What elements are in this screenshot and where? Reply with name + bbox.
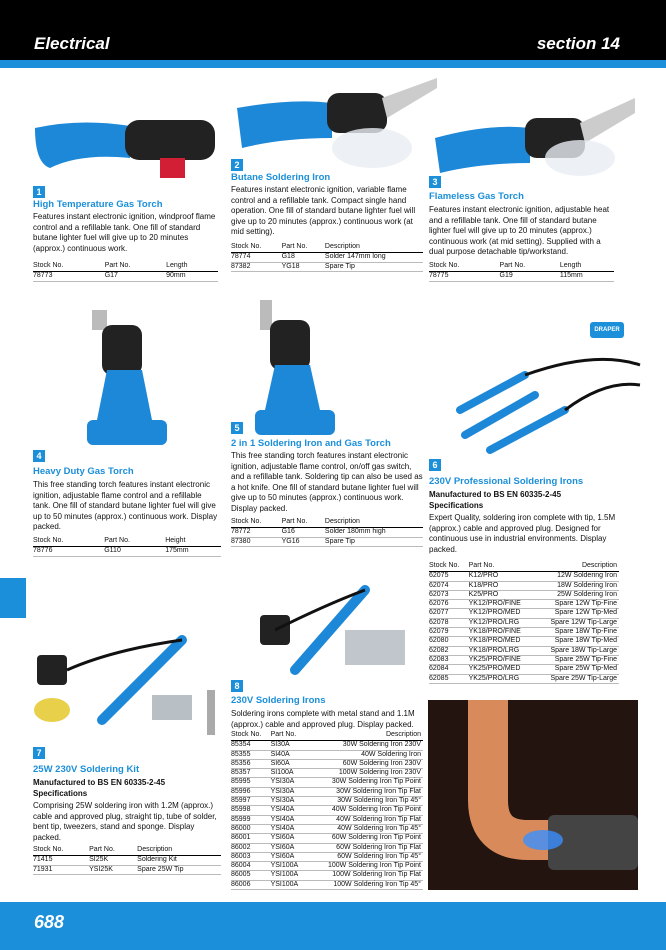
table-cell: Spare 18W Tip-Med bbox=[535, 637, 619, 646]
table-cell: 78773 bbox=[33, 272, 105, 281]
table-row bbox=[429, 665, 619, 674]
product-table bbox=[231, 243, 423, 272]
product-table bbox=[33, 846, 221, 875]
column-header: Part No. bbox=[500, 262, 560, 272]
specifications-heading: Specifications bbox=[33, 789, 88, 798]
column-header: Description bbox=[325, 243, 423, 253]
column-header: Description bbox=[325, 518, 423, 528]
table-cell: SI40A bbox=[271, 750, 307, 759]
table-cell: 25W Soldering Iron bbox=[535, 590, 619, 599]
table-cell: K25/PRO bbox=[469, 590, 535, 599]
table-cell: Spare 18W Tip-Large bbox=[535, 646, 619, 655]
table-row bbox=[33, 547, 221, 556]
product-description: Features instant electronic ignition, adjustable heat and a refillable tank. One fill of standard butane lighter fuel will give up to 20 minutes (approx.) continuous work (at mid setting). Supplied with a dual purpose detachable tip/workstand. bbox=[429, 205, 610, 256]
table-cell: Spare Tip bbox=[325, 537, 423, 546]
table-cell: 71415 bbox=[33, 856, 89, 865]
product-description: Features instant electronic ignition, variable flame control and a refillable tank. Compact single hand operation. One fill of standard butane lighter fuel will give up to 20 minutes (approx.) continuous work (at mid setting). bbox=[231, 185, 416, 236]
table-cell: Spare 12W Tip-Med bbox=[535, 609, 619, 618]
table-cell: G16 bbox=[282, 528, 325, 537]
table-cell: 85998 bbox=[231, 806, 271, 815]
product-title: Flameless Gas Torch bbox=[429, 191, 524, 202]
table-cell: 62080 bbox=[429, 637, 469, 646]
column-header: Part No. bbox=[104, 537, 165, 547]
table-row bbox=[429, 655, 619, 664]
table-cell: YSI60A bbox=[271, 843, 307, 852]
product-title: 230V Soldering Irons bbox=[231, 695, 326, 706]
table-cell: 78776 bbox=[33, 547, 104, 556]
chapter-title: Electrical bbox=[34, 34, 110, 53]
table-cell: YSI30A bbox=[271, 787, 307, 796]
table-cell: YK12/PRO/LRG bbox=[469, 618, 535, 627]
table-cell: Spare 12W Tip-Large bbox=[535, 618, 619, 627]
product-number: 3 bbox=[429, 176, 441, 188]
pro-irons-image bbox=[455, 350, 645, 450]
column-header: Description bbox=[137, 846, 221, 856]
table-row bbox=[429, 572, 619, 581]
standard-note: Manufactured to BS EN 60335-2-45 bbox=[33, 778, 166, 787]
table-row bbox=[33, 272, 218, 281]
table-cell: 30W Soldering Iron Tip 45° bbox=[307, 797, 423, 806]
product-number: 6 bbox=[429, 459, 441, 471]
table-cell: 62079 bbox=[429, 628, 469, 637]
table-cell: 60W Soldering Iron Tip 45° bbox=[307, 852, 423, 861]
soldering-kit-image bbox=[32, 580, 222, 740]
product-table bbox=[231, 518, 423, 547]
two-in-one-iron-image bbox=[255, 300, 345, 440]
table-cell: 62073 bbox=[429, 590, 469, 599]
table-cell: Spare Tip bbox=[325, 262, 423, 271]
table-cell: 40W Soldering Iron bbox=[307, 750, 423, 759]
table-cell: Solder 180mm high bbox=[325, 528, 423, 537]
table-cell: 62076 bbox=[429, 600, 469, 609]
column-header: Stock No. bbox=[33, 262, 105, 272]
table-row bbox=[231, 797, 423, 806]
table-cell: 12W Soldering Iron bbox=[535, 572, 619, 581]
table-row bbox=[231, 862, 423, 871]
table-cell: YG18 bbox=[282, 262, 325, 271]
table-cell: Spare 12W Tip-Fine bbox=[535, 600, 619, 609]
product-title: 25W 230V Soldering Kit bbox=[33, 764, 140, 775]
product-table bbox=[231, 731, 423, 890]
table-row bbox=[231, 253, 423, 262]
table-cell: YK18/PRO/MED bbox=[469, 637, 535, 646]
table-row bbox=[231, 769, 423, 778]
product-table bbox=[429, 562, 619, 684]
table-cell: Spare 25W Tip-Med bbox=[535, 665, 619, 674]
table-cell: YK18/PRO/FINE bbox=[469, 628, 535, 637]
table-cell: 86006 bbox=[231, 880, 271, 889]
flameless-torch-image bbox=[430, 68, 640, 178]
gas-torch-image bbox=[30, 108, 220, 188]
table-row bbox=[429, 600, 619, 609]
product-description: Features instant electronic ignition, windproof flame control and a refillable tank. One fill of standard butane lighter fuel will give up to 20 minutes (approx.) continuous work. bbox=[33, 212, 216, 253]
page-header bbox=[0, 0, 666, 60]
table-cell: 62075 bbox=[429, 572, 469, 581]
table-row bbox=[33, 856, 221, 865]
product-number: 8 bbox=[231, 680, 243, 692]
product-description: Expert Quality, soldering iron complete with tip, 1.5M (approx.) cable and approved plug. Designed for continuous use in industrial environments. Display packed. bbox=[429, 513, 616, 554]
table-cell: 86001 bbox=[231, 834, 271, 843]
table-cell: SI100A bbox=[271, 769, 307, 778]
table-cell: K12/PRO bbox=[469, 572, 535, 581]
table-cell: 71931 bbox=[33, 865, 89, 874]
table-cell: 60W Soldering Iron 230V bbox=[307, 759, 423, 768]
table-row bbox=[429, 618, 619, 627]
column-header: Part No. bbox=[89, 846, 137, 856]
table-cell: 60W Soldering Iron Tip Point bbox=[307, 834, 423, 843]
table-cell: YSI40A bbox=[271, 824, 307, 833]
column-header: Stock No. bbox=[231, 243, 282, 253]
table-row bbox=[231, 262, 423, 271]
table-cell: YSI40A bbox=[271, 806, 307, 815]
table-row bbox=[429, 272, 614, 281]
soldering-irons-image bbox=[255, 575, 430, 680]
product-number: 5 bbox=[231, 422, 243, 434]
table-row bbox=[231, 806, 423, 815]
table-cell: 62083 bbox=[429, 655, 469, 664]
table-cell: 100W Soldering Iron Tip 45° bbox=[307, 880, 423, 889]
page-number: 688 bbox=[34, 912, 65, 932]
product-title: Butane Soldering Iron bbox=[231, 172, 331, 183]
product-description: This free standing torch features instant electronic ignition, adjustable flame control and a refillable tank. One fill of standard butane lighter fuel will give up to 50 minutes (approx.) continuous work. Display packed. bbox=[33, 480, 218, 531]
column-header: Part No. bbox=[469, 562, 535, 572]
product-title: 2 in 1 Soldering Iron and Gas Torch bbox=[231, 438, 391, 449]
heavy-duty-torch-image bbox=[82, 310, 172, 450]
section-label: section 14 bbox=[536, 34, 620, 53]
table-cell: Spare 25W Tip-Fine bbox=[535, 655, 619, 664]
table-cell: Soldering Kit bbox=[137, 856, 221, 865]
column-header: Stock No. bbox=[33, 846, 89, 856]
table-cell: YSI40A bbox=[271, 815, 307, 824]
product-table bbox=[33, 537, 221, 557]
product-number: 1 bbox=[33, 186, 45, 198]
table-cell: YSI30A bbox=[271, 797, 307, 806]
table-cell: YK25/PRO/FINE bbox=[469, 655, 535, 664]
table-cell: 30W Soldering Iron Tip Point bbox=[307, 778, 423, 787]
column-header: Stock No. bbox=[33, 537, 104, 547]
table-cell: 115mm bbox=[560, 272, 614, 281]
table-cell: 60W Soldering Iron Tip Flat bbox=[307, 843, 423, 852]
table-cell: 85354 bbox=[231, 741, 271, 750]
product-title: 230V Professional Soldering Irons bbox=[429, 476, 584, 487]
table-cell: G17 bbox=[105, 272, 166, 281]
table-cell: YK25/PRO/LRG bbox=[469, 674, 535, 683]
table-cell: 85355 bbox=[231, 750, 271, 759]
table-cell: 175mm bbox=[165, 547, 221, 556]
table-cell: YK25/PRO/MED bbox=[469, 665, 535, 674]
column-header: Length bbox=[166, 262, 218, 272]
table-row bbox=[429, 637, 619, 646]
table-cell: 90mm bbox=[166, 272, 218, 281]
table-cell: G110 bbox=[104, 547, 165, 556]
table-cell: YK12/PRO/FINE bbox=[469, 600, 535, 609]
table-cell: YSI100A bbox=[271, 871, 307, 880]
table-row bbox=[429, 646, 619, 655]
table-row bbox=[429, 628, 619, 637]
product-number: 2 bbox=[231, 159, 243, 171]
table-cell: 62084 bbox=[429, 665, 469, 674]
table-cell: 86002 bbox=[231, 843, 271, 852]
table-cell: SI25K bbox=[89, 856, 137, 865]
brand-logo: DRAPER EXPERT bbox=[590, 322, 624, 338]
side-tab bbox=[0, 578, 26, 618]
table-cell: 85999 bbox=[231, 815, 271, 824]
table-cell: 30W Soldering Iron 230V bbox=[307, 741, 423, 750]
table-cell: 100W Soldering Iron Tip Flat bbox=[307, 871, 423, 880]
table-cell: Spare 25W Tip bbox=[137, 865, 221, 874]
table-row bbox=[231, 537, 423, 546]
table-row bbox=[231, 843, 423, 852]
table-row bbox=[231, 741, 423, 750]
standard-note: Manufactured to BS EN 60335-2-45 bbox=[429, 490, 562, 499]
table-cell: 62082 bbox=[429, 646, 469, 655]
table-row bbox=[231, 778, 423, 787]
table-cell: YSI100A bbox=[271, 862, 307, 871]
product-table bbox=[33, 262, 218, 282]
column-header: Part No. bbox=[282, 243, 325, 253]
table-cell: 78772 bbox=[231, 528, 282, 537]
product-number: 7 bbox=[33, 747, 45, 759]
table-row bbox=[33, 865, 221, 874]
table-cell: 85357 bbox=[231, 769, 271, 778]
table-cell: SI60A bbox=[271, 759, 307, 768]
column-header: Part No. bbox=[105, 262, 166, 272]
table-cell: 78775 bbox=[429, 272, 500, 281]
product-description: Comprising 25W soldering iron with 1.2M (approx.) cable and approved plug, straight tip, tube of solder, bent tip, tweezers, stand and sponge. Display packed. bbox=[33, 801, 217, 842]
table-row bbox=[231, 824, 423, 833]
table-row bbox=[429, 609, 619, 618]
table-cell: 100W Soldering Iron 230V bbox=[307, 769, 423, 778]
table-cell: 86004 bbox=[231, 862, 271, 871]
table-cell: 30W Soldering Iron Tip Flat bbox=[307, 787, 423, 796]
table-cell: 85996 bbox=[231, 787, 271, 796]
column-header: Description bbox=[307, 731, 423, 741]
table-cell: Spare 18W Tip-Fine bbox=[535, 628, 619, 637]
table-cell: K18/PRO bbox=[469, 581, 535, 590]
table-cell: 86000 bbox=[231, 824, 271, 833]
table-cell: 87382 bbox=[231, 262, 282, 271]
table-cell: 40W Soldering Iron Tip 45° bbox=[307, 824, 423, 833]
table-cell: YK12/PRO/MED bbox=[469, 609, 535, 618]
product-title: High Temperature Gas Torch bbox=[33, 199, 163, 210]
column-header: Height bbox=[165, 537, 221, 547]
specifications-heading: Specifications bbox=[429, 501, 484, 510]
table-row bbox=[231, 815, 423, 824]
column-header: Description bbox=[535, 562, 619, 572]
butane-iron-image bbox=[232, 58, 442, 168]
table-cell: 62078 bbox=[429, 618, 469, 627]
table-cell: 62085 bbox=[429, 674, 469, 683]
table-cell: YG16 bbox=[282, 537, 325, 546]
table-row bbox=[231, 787, 423, 796]
copper-pipe-photo bbox=[428, 700, 638, 890]
table-cell: SI30A bbox=[271, 741, 307, 750]
table-cell: G19 bbox=[500, 272, 560, 281]
table-cell: YSI25K bbox=[89, 865, 137, 874]
column-header: Part No. bbox=[271, 731, 307, 741]
table-cell: YSI30A bbox=[271, 778, 307, 787]
page-footer bbox=[0, 902, 666, 950]
table-cell: 86005 bbox=[231, 871, 271, 880]
table-cell: YSI60A bbox=[271, 834, 307, 843]
column-header: Stock No. bbox=[429, 262, 500, 272]
column-header: Part No. bbox=[282, 518, 325, 528]
table-cell: 85997 bbox=[231, 797, 271, 806]
table-row bbox=[231, 528, 423, 537]
table-row bbox=[231, 759, 423, 768]
table-cell: 78774 bbox=[231, 253, 282, 262]
column-header: Stock No. bbox=[231, 731, 271, 741]
table-row bbox=[231, 871, 423, 880]
column-header: Stock No. bbox=[429, 562, 469, 572]
table-cell: YK18/PRO/LRG bbox=[469, 646, 535, 655]
table-row bbox=[429, 590, 619, 599]
table-cell: 85995 bbox=[231, 778, 271, 787]
table-cell: Spare 25W Tip-Large bbox=[535, 674, 619, 683]
table-cell: 62077 bbox=[429, 609, 469, 618]
column-header: Stock No. bbox=[231, 518, 282, 528]
table-row bbox=[231, 750, 423, 759]
table-cell: 18W Soldering Iron bbox=[535, 581, 619, 590]
table-cell: 40W Soldering Iron Tip Flat bbox=[307, 815, 423, 824]
table-cell: 40W Soldering Iron Tip Point bbox=[307, 806, 423, 815]
table-row bbox=[231, 834, 423, 843]
table-cell: YSI100A bbox=[271, 880, 307, 889]
product-number: 4 bbox=[33, 450, 45, 462]
table-cell: 86003 bbox=[231, 852, 271, 861]
product-title: Heavy Duty Gas Torch bbox=[33, 466, 134, 477]
product-table bbox=[429, 262, 614, 282]
table-cell: 87380 bbox=[231, 537, 282, 546]
column-header: Length bbox=[560, 262, 614, 272]
table-cell: 85356 bbox=[231, 759, 271, 768]
table-cell: 100W Soldering Iron Tip Point bbox=[307, 862, 423, 871]
table-cell: G18 bbox=[282, 253, 325, 262]
table-row bbox=[429, 581, 619, 590]
table-cell: YSI60A bbox=[271, 852, 307, 861]
table-row bbox=[429, 674, 619, 683]
table-row bbox=[231, 880, 423, 889]
table-cell: 62074 bbox=[429, 581, 469, 590]
table-row bbox=[231, 852, 423, 861]
product-description: This free standing torch features instant electronic ignition, adjustable flame control, on/off gas switch, and a refillable tank. Soldering tip can also be used as a hot knife. One fill of standard butane lighter fuel will give up to 50 minutes (approx.) continuous work. Display packed. bbox=[231, 451, 423, 513]
table-cell: Solder 147mm long bbox=[325, 253, 423, 262]
product-description: Soldering irons complete with metal stand and 1.1M (approx.) cable and approved plug. Display packed. bbox=[231, 709, 415, 729]
